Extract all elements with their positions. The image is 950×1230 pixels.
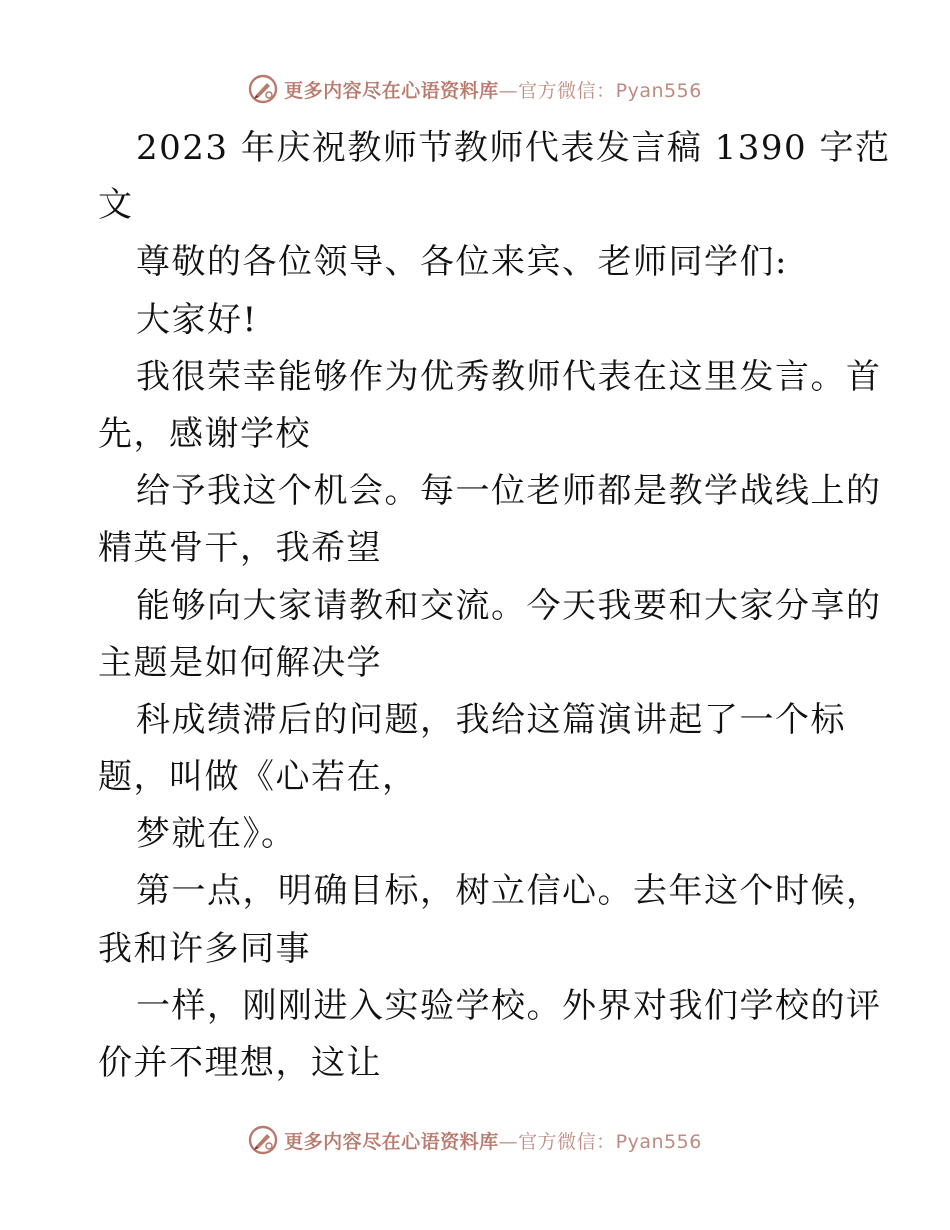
paragraph-line: 题，叫做《心若在， [98,757,418,798]
watermark-site-text: 更多内容尽在心语资料库 [284,1130,499,1153]
salutation-line: 尊敬的各位领导、各位来宾、老师同学们: [136,242,788,283]
paragraph-line: 科成绩滞后的问题，我给这篇演讲起了一个标 [136,699,846,740]
watermark-separator: — [498,1130,519,1153]
paragraph-line: 梦就在》。 [136,814,297,855]
paragraph-line: 价并不理想，这让 [98,1043,382,1083]
paragraph-line: 精英骨干，我希望 [98,528,382,569]
document-body [98,120,891,1092]
watermark-wechat-text: 官方微信：Pyan556 [518,1130,702,1153]
paragraph-line: 主题是如何解决学 [98,642,382,683]
header-watermark [0,72,950,106]
paragraph-line: 第一点，明确目标，树立信心。去年这个时候， [136,871,882,912]
pen-logo-icon [248,74,278,104]
paragraph-line: 我很荣幸能够作为优秀教师代表在这里发言。首 [136,356,882,397]
paragraph-line: 能够向大家请教和交流。今天我要和大家分享的 [136,585,882,626]
footer-watermark [0,1123,950,1157]
paragraph-line: 一样，刚刚进入实验学校。外界对我们学校的评 [136,985,882,1026]
watermark-wechat-text: 官方微信：Pyan556 [518,79,702,102]
paragraph-line: 先，感谢学校 [98,413,311,454]
watermark-separator: — [498,79,519,102]
greeting-line: 大家好! [136,299,258,340]
title-line-2: 文 [98,185,134,226]
title-line-1: 2023 年庆祝教师节教师代表发言稿 1390 字范 [136,128,891,168]
paragraph-line: 给予我这个机会。每一位老师都是教学战线上的 [136,471,882,512]
paragraph-line: 我和许多同事 [98,928,311,969]
watermark-site-text: 更多内容尽在心语资料库 [284,79,499,102]
pen-logo-icon [248,1125,278,1155]
